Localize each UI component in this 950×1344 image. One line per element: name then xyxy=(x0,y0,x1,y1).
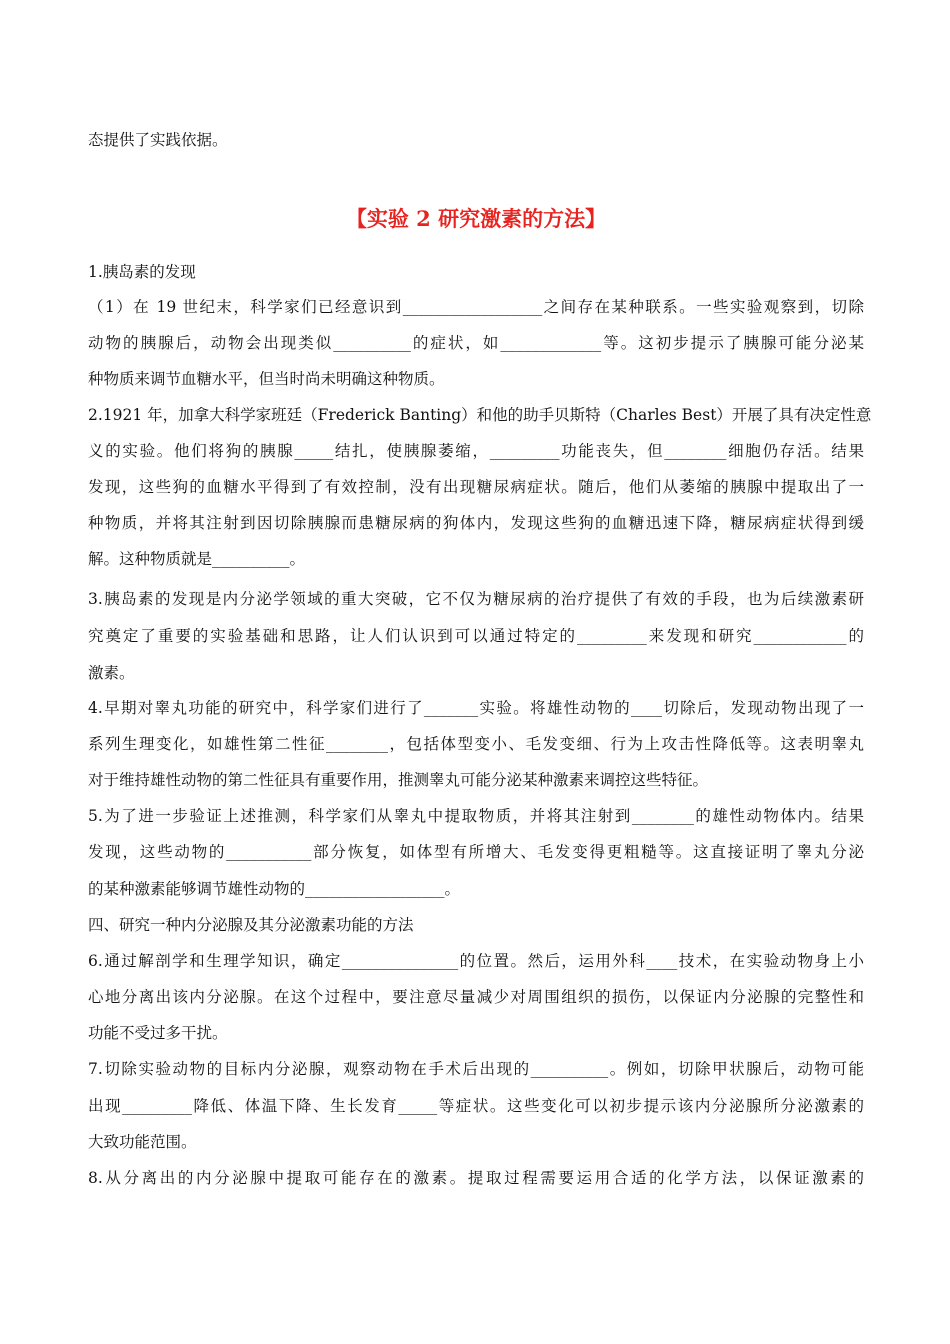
paragraph-line: 发现，这些狗的血糖水平得到了有效控制，没有出现糖尿病症状。随后，他们从萎缩的胰腺中提取出了一 xyxy=(88,478,864,496)
paragraph-line: 出现_________降低、体温下降、生长发育_____等症状。这些变化可以初步提示该内分泌腺所分泌激素的 xyxy=(88,1097,864,1115)
paragraph-line: 对于维持雄性动物的第二性征具有重要作用，推测睾丸可能分泌某种激素来调控这些特征。 xyxy=(88,771,709,789)
paragraph-line: 1.胰岛素的发现 xyxy=(88,263,196,281)
paragraph-line: 发现，这些动物的___________部分恢复，如体型有所增大、毛发变得更粗糙等。这直接证明了睾丸分泌 xyxy=(88,843,864,861)
paragraph-line: 功能不受过多干扰。 xyxy=(88,1024,228,1042)
paragraph-line: 动物的胰腺后，动物会出现类似__________的症状，如_____________等。这初步提示了胰腺可能分泌某 xyxy=(88,334,864,352)
paragraph-line: 3.胰岛素的发现是内分泌学领域的重大突破，它不仅为糖尿病的治疗提供了有效的手段，也为后续激素研 xyxy=(88,590,864,608)
paragraph-line: 2.1921 年，加拿大科学家班廷（Frederick Banting）和他的助手贝斯特（Charles Best）开展了具有决定性意 xyxy=(88,406,872,424)
section-title: 【实验 2 研究激素的方法】 xyxy=(345,206,607,231)
paragraph-line: 5.为了进一步验证上述推测，科学家们从睾丸中提取物质，并将其注射到________的雄性动物体内。结果 xyxy=(88,807,864,825)
paragraph-line: 种物质，并将其注射到因切除胰腺而患糖尿病的狗体内，发现这些狗的血糖迅速下降，糖尿病症状得到缓 xyxy=(88,514,864,532)
paragraph-line: 解。这种物质就是__________。 xyxy=(88,550,306,568)
paragraph-line: 系列生理变化，如雄性第二性征________，包括体型变小、毛发变细、行为上攻击性降低等。这表明睾丸 xyxy=(88,735,864,753)
paragraph-line: 心地分离出该内分泌腺。在这个过程中，要注意尽量减少对周围组织的损伤，以保证内分泌腺的完整性和 xyxy=(88,988,864,1006)
paragraph-line: （1）在 19 世纪末，科学家们已经意识到__________________之间存在某种联系。一些实验观察到，切除 xyxy=(88,298,864,316)
paragraph-line: 的某种激素能够调节雄性动物的__________________。 xyxy=(88,880,461,898)
paragraph-line: 4.早期对睾丸功能的研究中，科学家们进行了_______实验。将雄性动物的____切除后，发现动物出现了一 xyxy=(88,699,864,717)
paragraph-line: 种物质来调节血糖水平，但当时尚未明确这种物质。 xyxy=(88,370,445,388)
paragraph-line: 8.从分离出的内分泌腺中提取可能存在的激素。提取过程需要运用合适的化学方法，以保证激素的 xyxy=(88,1169,864,1187)
paragraph-line: 激素。 xyxy=(88,664,135,682)
paragraph-line: 义的实验。他们将狗的胰腺_____结扎，使胰腺萎缩，_________功能丧失，但________细胞仍存活。结果 xyxy=(88,442,864,460)
paragraph-line: 6.通过解剖学和生理学知识，确定_______________的位置。然后，运用外科____技术，在实验动物身上小 xyxy=(88,952,864,970)
paragraph-line: 究奠定了重要的实验基础和思路，让人们认识到可以通过特定的_________来发现和研究____________的 xyxy=(88,627,864,645)
intro-tail-text: 态提供了实践依据。 xyxy=(88,131,228,149)
paragraph-line: 四、研究一种内分泌腺及其分泌激素功能的方法 xyxy=(88,916,414,934)
paragraph-line: 大致功能范围。 xyxy=(88,1133,197,1151)
paragraph-line: 7.切除实验动物的目标内分泌腺，观察动物在手术后出现的__________。例如，切除甲状腺后，动物可能 xyxy=(88,1060,864,1078)
